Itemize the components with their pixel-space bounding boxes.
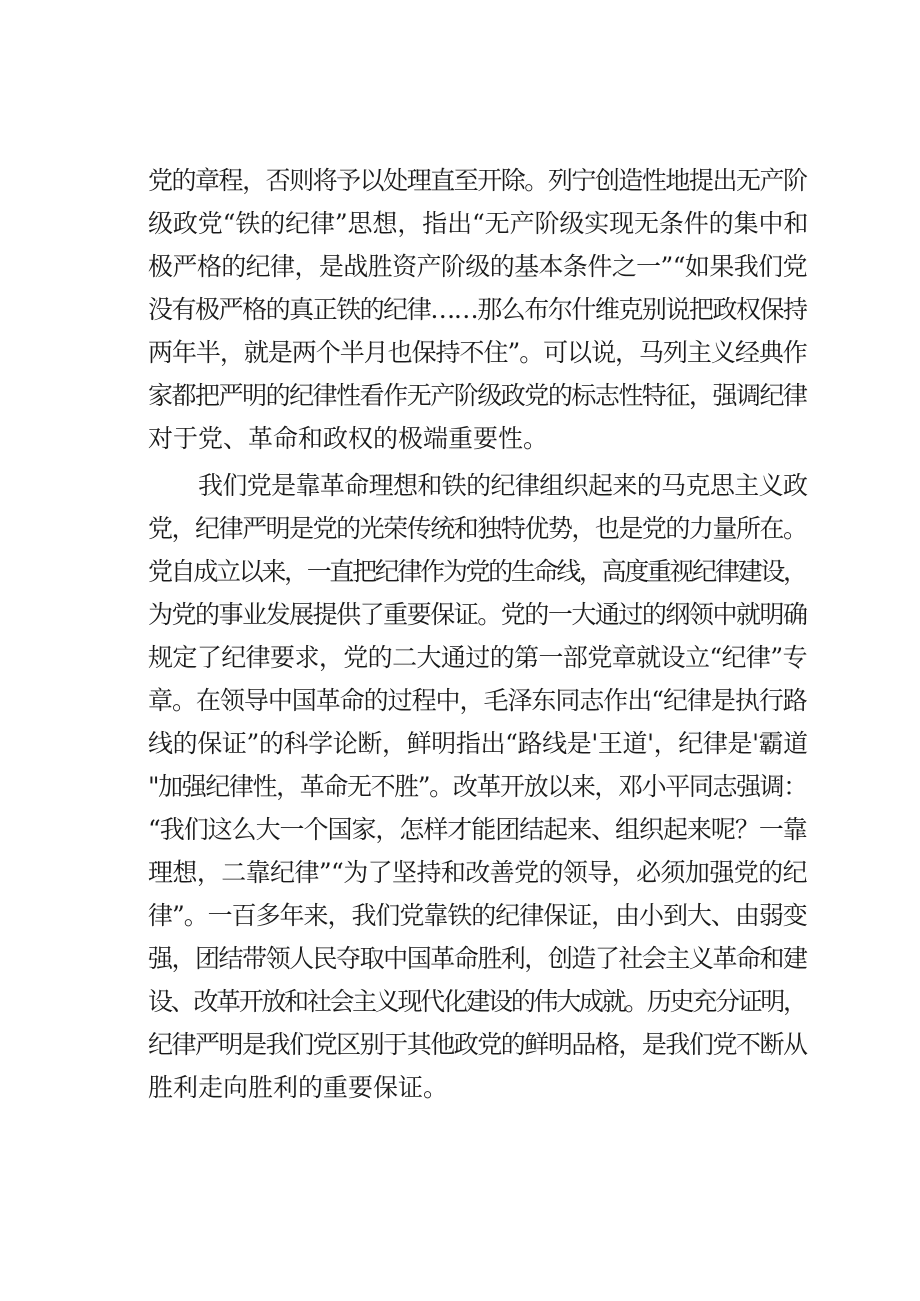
text-line: 极严格的纪律，是战胜资产阶级的基本条件之一”“如果我们党 (148, 252, 807, 281)
text-line: 强，团结带领人民夺取中国革命胜利，创造了社会主义革命和建 (148, 944, 807, 973)
text-line: 党的章程，否则将予以处理直至开除。列宁创造性地提出无产阶 (148, 166, 807, 195)
text-line: 为党的事业发展提供了重要保证。党的一大通过的纲领中就明确 (148, 600, 807, 629)
text-line: 没有极严格的真正铁的纪律……那么布尔什维克别说把政权保持 (148, 295, 807, 324)
text-line: 我们党是靠革命理想和铁的纪律组织起来的马克思主义政 (198, 471, 808, 500)
text-line: 家都把严明的纪律性看作无产阶级政党的标志性特征，强调纪律 (148, 381, 807, 410)
text-line: "加强纪律性，革命无不胜”。改革开放以来，邓小平同志强调： (148, 772, 807, 801)
text-line: 规定了纪律要求，党的二大通过的第一部党章就设立“纪律”专 (148, 643, 807, 672)
text-line: “我们这么大一个国家，怎样才能团结起来、组织起来呢？一靠 (148, 815, 807, 844)
text-line: 线的保证”的科学论断，鲜明指出“路线是'王道'，纪律是'霸道 (148, 729, 808, 758)
text-line: 理想，二靠纪律”“为了坚持和改善党的领导，必须加强党的纪 (148, 858, 807, 887)
text-line: 胜利走向胜利的重要保证。 (148, 1073, 449, 1102)
text-line: 两年半，就是两个半月也保持不住”。可以说，马列主义经典作 (148, 338, 807, 367)
text-line: 设、改革开放和社会主义现代化建设的伟大成就。历史充分证明， (148, 987, 806, 1016)
text-line: 级政党“铁的纪律”思想，指出“无产阶级实现无条件的集中和 (148, 209, 809, 238)
text-line: 党自成立以来，一直把纪律作为党的生命线，高度重视纪律建设， (148, 557, 806, 586)
text-line: 章。在领导中国革命的过程中，毛泽东同志作出“纪律是执行路 (148, 686, 807, 715)
text-line: 律”。一百多年来，我们党靠铁的纪律保证，由小到大、由弱变 (148, 901, 807, 930)
text-line: 党，纪律严明是党的光荣传统和独特优势，也是党的力量所在。 (148, 514, 807, 543)
text-line: 纪律严明是我们党区别于其他政党的鲜明品格，是我们党不断从 (148, 1030, 807, 1059)
text-line: 对于党、革命和政权的极端重要性。 (148, 424, 549, 453)
